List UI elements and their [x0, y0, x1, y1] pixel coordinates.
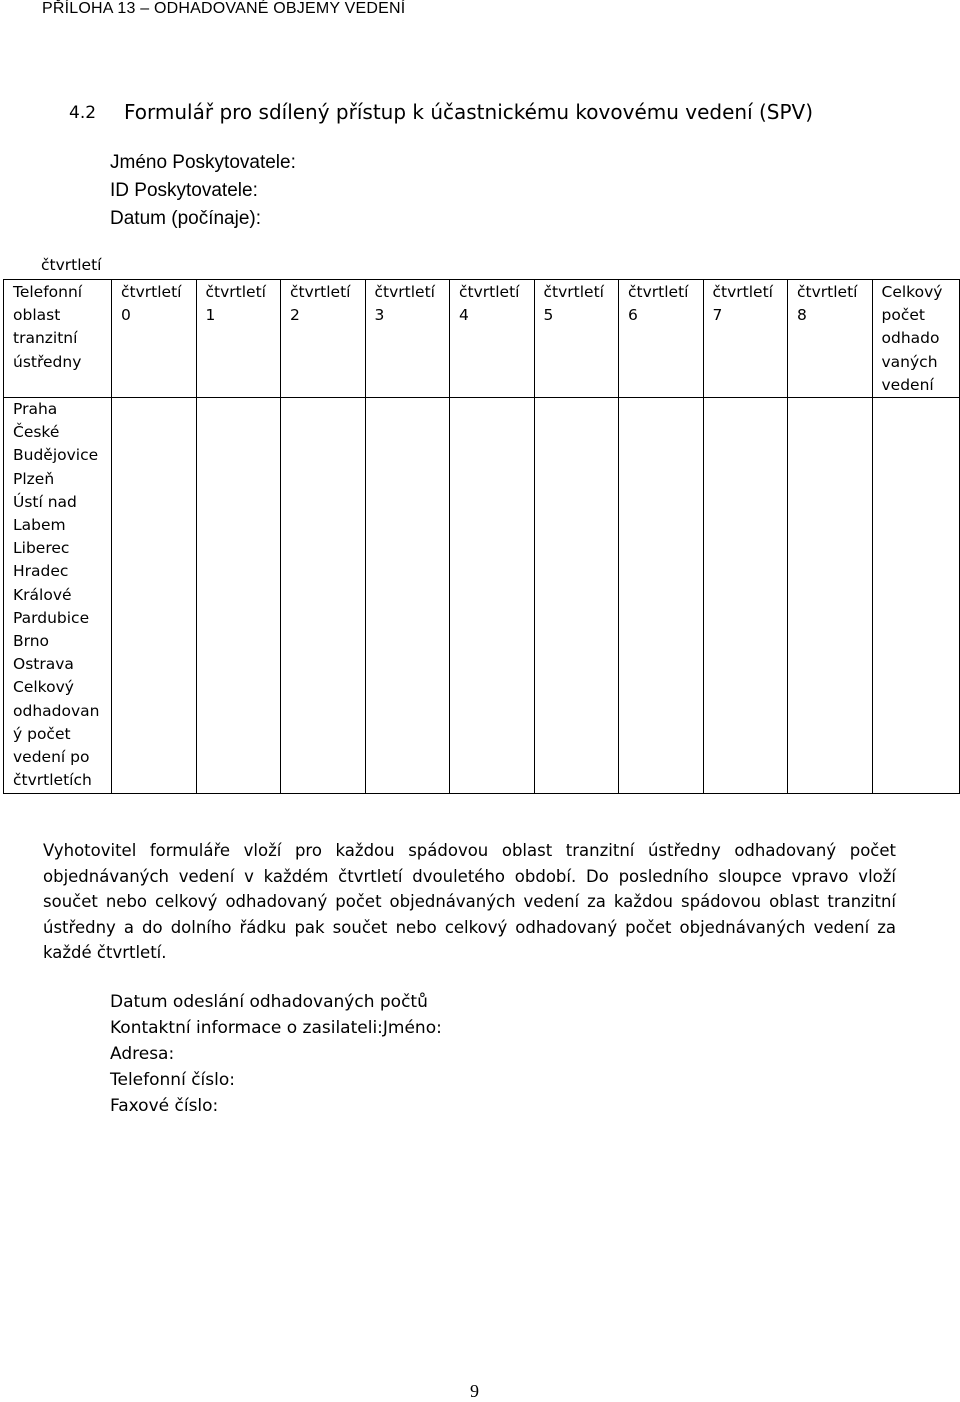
row-label-plzen: Plzeň [13, 469, 55, 488]
quarter-number: 4 [459, 306, 469, 325]
quarter-label: čtvrtletí [290, 283, 351, 301]
quarter-value-cell[interactable] [534, 398, 619, 794]
contact-info-label: Kontaktní informace o zasilateli:Jméno: [110, 1018, 442, 1038]
quarter-number: 1 [205, 306, 216, 325]
row-header-cell [4, 280, 112, 398]
row-label-liberec: Liberec [13, 539, 70, 558]
row-labels-cell [4, 398, 112, 794]
quarter-label: čtvrtletí [628, 283, 689, 301]
row-label-ceske-budejovice: České Budějovice [13, 423, 99, 465]
fax-label: Faxové číslo: [110, 1096, 219, 1116]
quarter-header [788, 280, 873, 398]
address-label: Adresa: [110, 1044, 175, 1064]
phone-label: Telefonní číslo: [110, 1070, 235, 1090]
row-header-label: Telefonní oblast tranzitní ústředny [13, 283, 83, 371]
quarter-label: čtvrtletí [712, 283, 773, 301]
quarter-header [196, 280, 281, 398]
quarter-number: 7 [712, 306, 723, 325]
quarter-number: 5 [543, 306, 554, 325]
quarter-value-cell[interactable] [450, 398, 535, 794]
quarter-header [534, 280, 619, 398]
page-header: PŘÍLOHA 13 – ODHADOVANÉ OBJEMY VEDENÍ [42, 0, 406, 17]
quarter-value-cell[interactable] [365, 398, 450, 794]
total-column-header [872, 280, 960, 398]
corner-label: čtvrtletí [41, 256, 102, 274]
row-label-brno: Brno [13, 632, 50, 651]
total-value-cell[interactable] [872, 398, 960, 794]
quarter-header [703, 280, 788, 398]
quarter-label: čtvrtletí [459, 283, 520, 301]
row-label-usti-nad-labem: Ústí nad Labem [13, 492, 77, 535]
instructions-paragraph: Vyhotovitel formuláře vloží pro každou spádovou oblast tranzitní ústředny odhadovaný počet objednávaných vedení v každém čtvrtletí dvouletého období. Do posledního sloupce vpravo vloží součet nebo celkový odhadovaný počet objednávaných vedení za každou spádovou oblast tranzitní ústředny a do dolního řádku pak součet nebo celkový odhadovaný počet objednávaných vedení za každé čtvrtletí. [43, 841, 896, 962]
estimate-table [3, 279, 960, 794]
row-label-ostrava: Ostrava [13, 655, 74, 674]
quarter-label: čtvrtletí [121, 283, 182, 301]
quarter-header [450, 280, 535, 398]
quarter-label: čtvrtletí [374, 283, 435, 301]
quarter-header [112, 280, 197, 398]
provider-name-label: Jméno Poskytovatele: [110, 152, 296, 173]
quarter-value-cell[interactable] [703, 398, 788, 794]
quarter-value-cell[interactable] [281, 398, 366, 794]
quarter-number: 2 [290, 306, 300, 325]
quarter-value-cell[interactable] [788, 398, 873, 794]
provider-id-label: ID Poskytovatele: [110, 180, 258, 201]
quarter-header [365, 280, 450, 398]
section-number: 4.2 [69, 103, 97, 123]
quarter-header [281, 280, 366, 398]
quarter-header [619, 280, 704, 398]
quarter-number: 8 [797, 306, 807, 325]
section-title: Formulář pro sdílený přístup k účastnickému kovovému vedení (SPV) [124, 100, 814, 124]
row-label-pardubice: Pardubice [13, 608, 90, 627]
quarter-value-cell[interactable] [196, 398, 281, 794]
page-number: 9 [470, 1381, 479, 1401]
quarter-number: 6 [628, 306, 638, 325]
quarter-label: čtvrtletí [205, 283, 266, 301]
row-label-total: Celkový odhadovan ý počet vedení po čtvrtletích [13, 678, 100, 790]
date-label: Datum (počínaje): [110, 208, 262, 229]
row-label-praha: Praha [13, 400, 58, 419]
quarter-number: 3 [374, 306, 385, 325]
quarter-label: čtvrtletí [797, 283, 858, 301]
quarter-label: čtvrtletí [543, 283, 604, 301]
total-column-label: Celkový počet odhado vaných vedení [881, 283, 943, 394]
quarter-number: 0 [121, 306, 131, 325]
table-body-row [4, 398, 960, 794]
table-header-row [4, 280, 960, 398]
row-label-hradec-kralove: Hradec Králové [13, 562, 72, 604]
quarter-value-cell[interactable] [112, 398, 197, 794]
quarter-value-cell[interactable] [619, 398, 704, 794]
date-sent-label: Datum odeslání odhadovaných počtů [110, 992, 428, 1012]
